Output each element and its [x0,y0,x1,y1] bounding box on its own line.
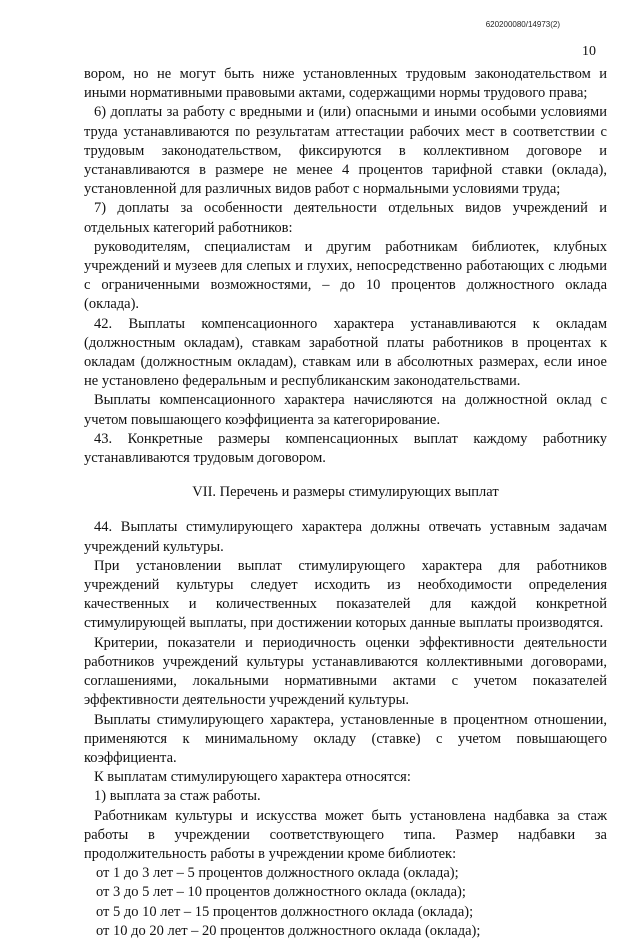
paragraph-44-d: Выплаты стимулирующего характера, установленные в процентном отношении, применяются к минимальному окладу (ставке) с учетом повышающего коэффициента. [84,711,607,766]
paragraph-item-7: 7) доплаты за особенности деятельности отдельных видов учреждений и отдельных категорий работников: [84,200,607,236]
document-id: 620200080/14973(2) [485,20,560,29]
paragraph-44-c: Критерии, показатели и периодичность оценки эффективности деятельности работников учреждений культуры устанавливаются коллективными договорами, соглашениями, локальными нормативными актами с учетом показателей эффективности деятельности учреждений культуры. [84,634,607,709]
paragraph-44: 44. Выплаты стимулирующего характера должны отвечать уставным задачам учреждений культуры. [84,519,607,555]
paragraph-item-7-sub: руководителям, специалистам и другим работникам библиотек, клубных учреждений и музеев для слепых и глухих, непосредственно работающих с людьми с ограниченными возможностями, – до 10 процентов должностного оклада (оклада). [84,238,607,313]
paragraph-item-1: 1) выплата за стаж работы. [94,788,261,805]
paragraph-44-f: Работникам культуры и искусства может быть установлена надбавка за стаж работы в учреждении соответствующего типа. Размер надбавки за продолжительность работы в учреждении кроме библиотек: [84,807,607,862]
list-item: от 10 до 20 лет – 20 процентов должностного оклада (оклада); [96,922,481,939]
paragraph-42: 42. Выплаты компенсационного характера устанавливаются к окладам (должностным окладам), ставкам заработной платы работников в процентах к окладам (должностным окладам), ставкам или в абсолютных размерах, если иное не установлено федеральным и республиканским законодательствами. [84,315,607,390]
page-number: 10 [582,44,596,59]
paragraph-44-e: К выплатам стимулирующего характера относятся: [94,769,411,786]
page-body [84,65,607,941]
paragraph-43: 43. Конкретные размеры компенсационных выплат каждому работнику устанавливаются трудовым договором. [84,430,607,467]
paragraph-42-b: Выплаты компенсационного характера начисляются на должностной оклад с учетом повышающего коэффициента за категорирование. [84,392,607,428]
paragraph-continuation: вором, но не могут быть ниже установленных трудовым законодательством и иными нормативными правовыми актами, содержащими нормы трудового права; [84,66,607,102]
list-item: от 1 до 3 лет – 5 процентов должностного оклада (оклада); [96,865,459,882]
paragraph-44-b: При установлении выплат стимулирующего характера для работников учреждений культуры следует исходить из необходимости определения качественных и количественных показателей для каждой конкретной стимулирующей выплаты, при достижении которых данные выплаты производятся. [84,557,607,632]
paragraph-item-6: 6) доплаты за работу с вредными и (или) опасными и иными особыми условиями труда устанавливаются по результатам аттестации рабочих мест в соответствии с трудовым законодательством, фиксируются в коллективном договоре и устанавливаются в размере не менее 4 процентов тарифной ставки (оклада), установленной для различных видов работ с нормальными условиями труда; [84,104,607,198]
list-item: от 3 до 5 лет – 10 процентов должностного оклада (оклада); [96,884,466,901]
list-item: от 5 до 10 лет – 15 процентов должностного оклада (оклада); [96,903,474,920]
section-heading: VII. Перечень и размеры стимулирующих выплат [192,484,499,501]
